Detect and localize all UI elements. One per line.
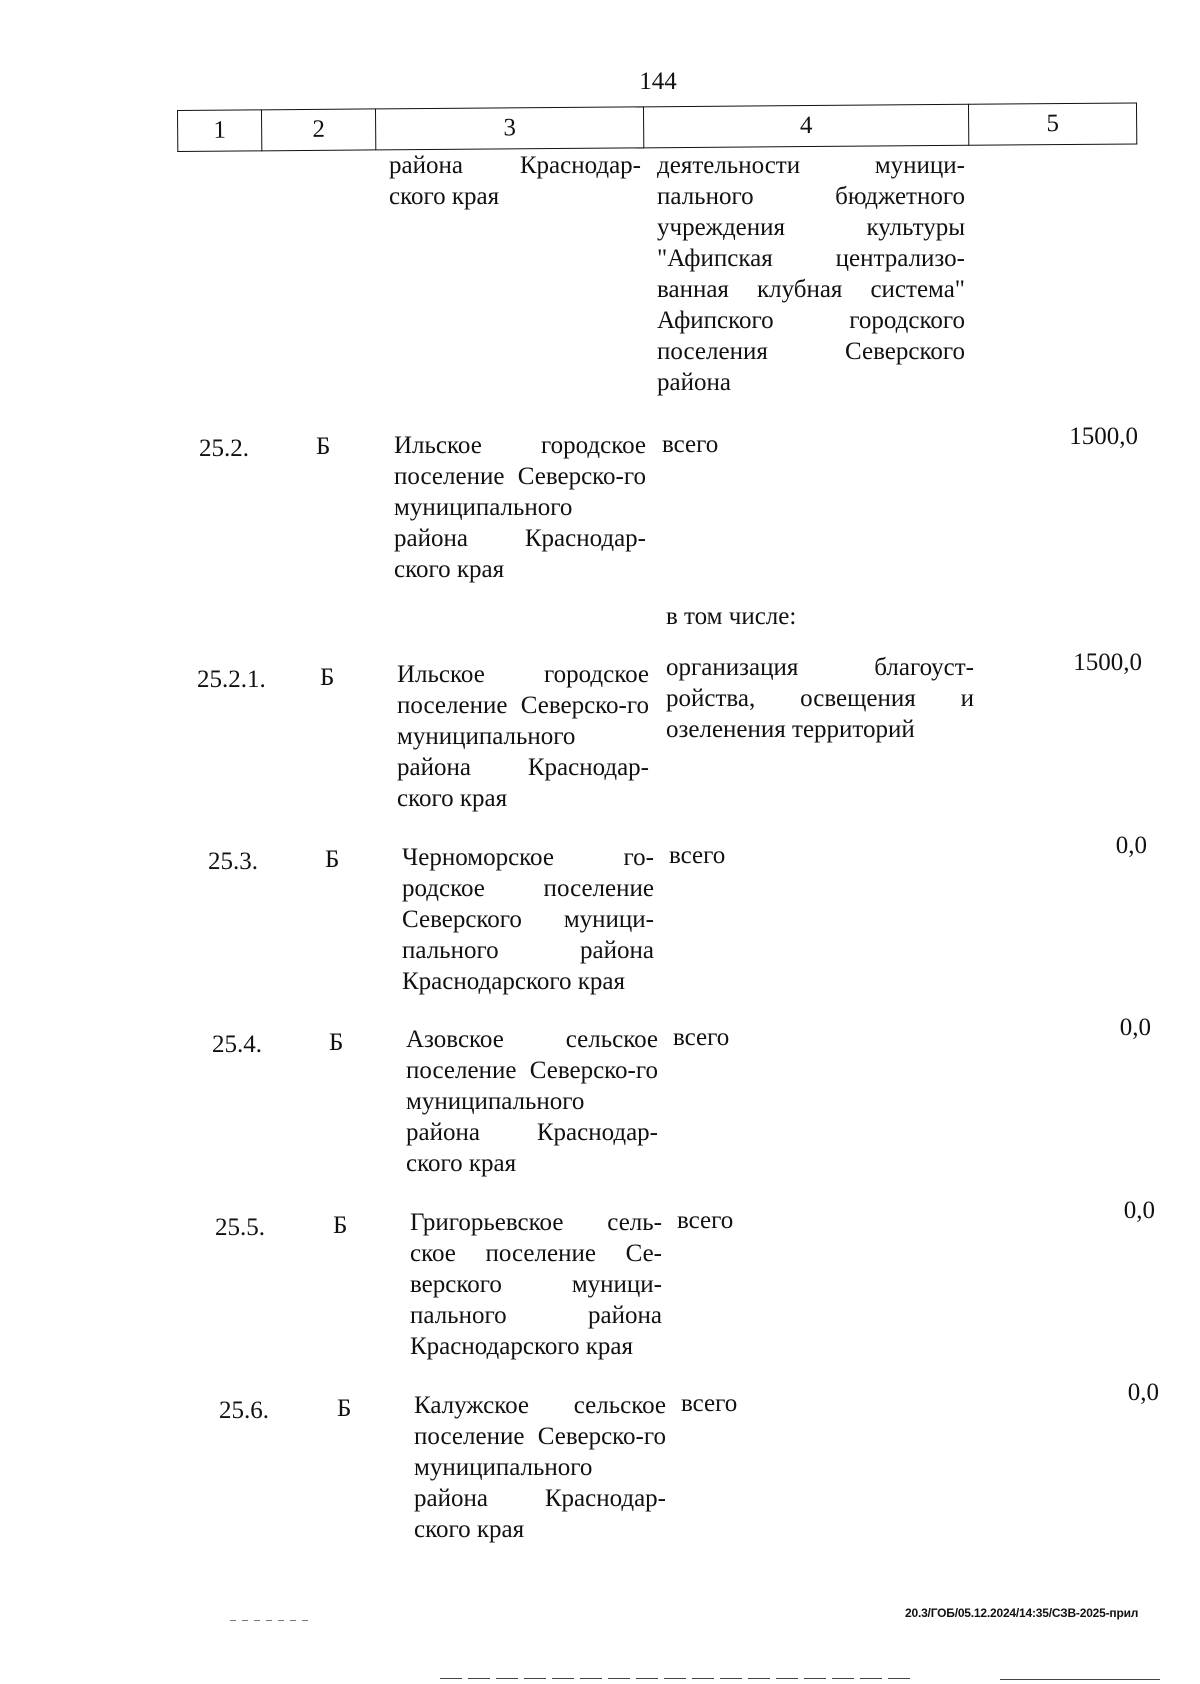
column-header-1: 1 <box>178 110 262 152</box>
row-amount: 0,0 <box>1123 1197 1155 1224</box>
scan-artifact-dashes <box>230 1620 310 1621</box>
subtotal-label: в том числе: <box>666 603 797 630</box>
row-recipient: Черноморское го-родское поселение Северского муници-пального района Краснодарского края <box>402 844 654 995</box>
row-purpose: всего <box>669 842 726 869</box>
row-recipient: Ильское городское поселение Северско-го муниципального района Краснодар-ского края <box>397 661 649 812</box>
row-recipient: Азовское сельское поселение Северско-го муниципального района Краснодар-ского края <box>406 1026 658 1177</box>
continued-recipient: района Краснодар-ского края <box>389 152 641 210</box>
row-type: Б <box>329 1029 344 1056</box>
row-amount: 0,0 <box>1127 1379 1159 1406</box>
row-number: 25.6. <box>219 1397 269 1424</box>
row-purpose: всего <box>681 1390 738 1417</box>
row-purpose: организация благоуст-ройства, освещения и озеленения территорий <box>666 654 974 743</box>
row-type: Б <box>316 433 331 460</box>
column-header-table <box>177 102 1137 152</box>
row-type: Б <box>320 664 335 691</box>
scan-artifact-bottom-line-right <box>1000 1679 1160 1680</box>
document-code: 20.3/ГОБ/05.12.2024/14:35/СЗВ-2025-прил <box>905 1606 1139 1620</box>
row-recipient: Ильское городское поселение Северско-го муниципального района Краснодар-ского края <box>394 432 646 583</box>
column-header-4: 4 <box>643 104 968 148</box>
column-header-row <box>178 103 1137 152</box>
page-number: 144 <box>639 68 677 95</box>
row-amount: 0,0 <box>1115 832 1147 859</box>
row-purpose: всего <box>673 1024 730 1051</box>
row-number: 25.5. <box>215 1214 265 1241</box>
column-header-2: 2 <box>262 109 376 151</box>
row-purpose: всего <box>662 431 719 458</box>
column-header-3: 3 <box>375 107 643 150</box>
scan-artifact-bottom-line <box>440 1678 910 1679</box>
row-type: Б <box>333 1212 348 1239</box>
row-purpose: всего <box>677 1207 734 1234</box>
row-number: 25.2. <box>199 435 249 462</box>
row-type: Б <box>325 846 340 873</box>
row-recipient: Калужское сельское поселение Северско-го муниципального района Краснодар-ского края <box>414 1392 666 1543</box>
row-number: 25.2.1. <box>197 666 266 693</box>
row-amount: 0,0 <box>1119 1014 1151 1041</box>
row-number: 25.4. <box>212 1031 262 1058</box>
row-recipient: Григорьевское сель-ское поселение Се-верского муници-пального района Краснодарского края <box>410 1209 662 1360</box>
row-type: Б <box>337 1395 352 1422</box>
row-number: 25.3. <box>208 848 258 875</box>
row-amount: 1500,0 <box>1069 423 1138 450</box>
row-amount: 1500,0 <box>1073 649 1142 676</box>
column-header-5: 5 <box>968 103 1136 145</box>
continued-purpose: деятельности муници-пального бюджетного учреждения культуры "Афипская централизо-ванная клубная система" Афипского городского поселения Северского района <box>657 152 965 396</box>
